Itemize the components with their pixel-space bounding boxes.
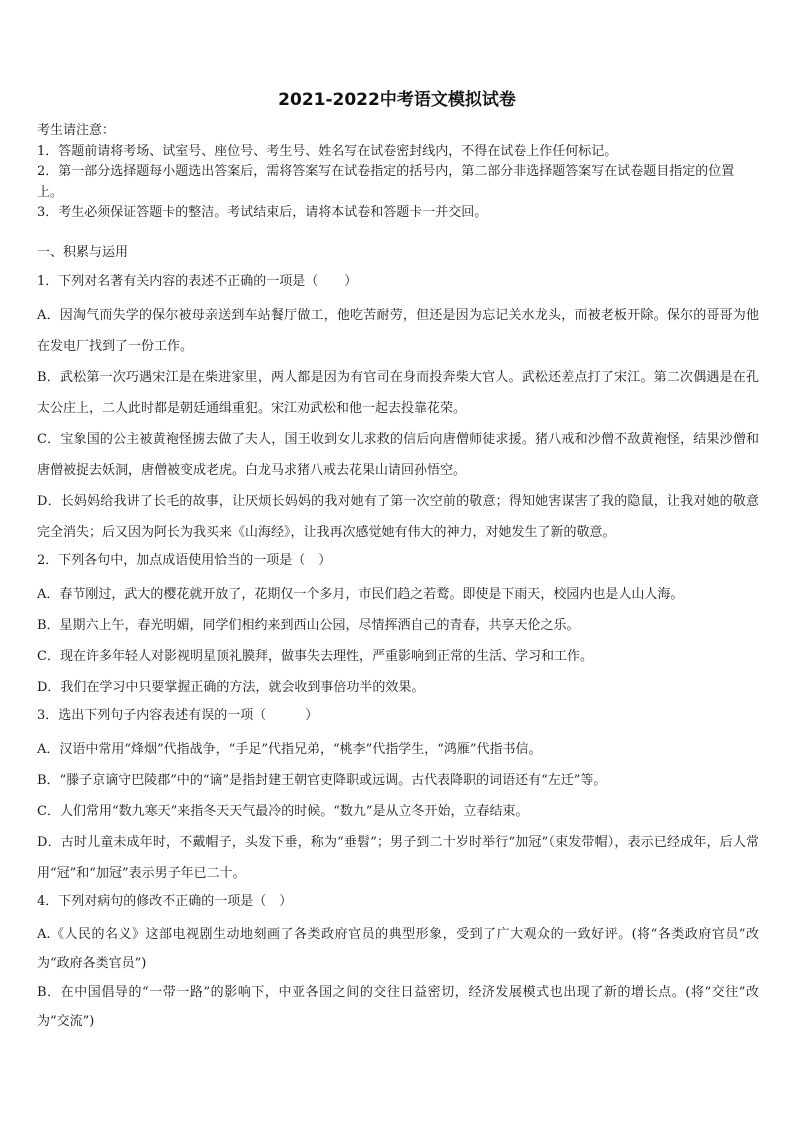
candidate-notice xyxy=(37,121,759,224)
option-b: B．在中国倡导的“一带一路”的影响下，中亚各国之间的交往日益密切，经济发展模式也出现了新的增长点。(将“交往”改为“交流”) xyxy=(37,985,759,1029)
notice-item: 1．答题前请将考场、试室号、座位号、考生号、姓名写在试卷密封线内，不得在试卷上作任何标记。 xyxy=(37,143,618,159)
question-stem: 4．下列对病句的修改不正确的一项是（ ） xyxy=(37,894,293,909)
option-a: A.《人民的名义》这部电视剧生动地刻画了各类政府官员的典型形象，受到了广大观众的一致好评。(将“各类政府官员”改为“政府各类官员”) xyxy=(37,927,759,971)
option-b: B．武松第一次巧遇宋江是在柴进家里，两人都是因为有官司在身而投奔柴大官人。武松还差点打了宋江。第二次偶遇是在孔太公庄上，二人此时都是朝廷通缉重犯。宋江劝武松和他一起去投靠花荣。 xyxy=(37,370,759,416)
notice-item: 3．考生必须保证答题卡的整洁。考试结束后，请将本试卷和答题卡一并交回。 xyxy=(37,205,488,220)
option-a: A．汉语中常用“烽烟”代指战争，“手足”代指兄弟，“桃李”代指学生，“鸿雁”代指书信。 xyxy=(37,742,542,757)
option-b: B．星期六上午，春光明媚，同学们相约来到西山公园，尽情挥洒自己的青春，共享天伦之乐。 xyxy=(37,618,580,633)
option-a: A．春节刚过，武大的樱花就开放了，花期仅一个多月，市民们趋之若鹜。即使是下雨天，校园内也是人山人海。 xyxy=(37,587,684,602)
question-stem: 3．选出下列句子内容表述有误的一项（ ） xyxy=(37,708,319,723)
section-accumulation xyxy=(37,243,759,1036)
option-d: D．我们在学习中只要掌握正确的方法，就会收到事倍功半的效果。 xyxy=(37,680,425,695)
page-title: 2021-2022中考语文模拟试卷 xyxy=(278,90,516,110)
question-stem: 2．下列各句中，加点成语使用恰当的一项是（ ） xyxy=(37,553,332,568)
option-d: D．古时儿童未成年时，不戴帽子，头发下垂，称为“垂髫”；男子到二十岁时举行“加冠”（束发带帽），表示已经成年，后人常用“冠”和“加冠”表示男子年已二十。 xyxy=(37,835,759,881)
section-title: 一、积累与运用 xyxy=(37,245,129,260)
option-d: D．长妈妈给我讲了长毛的故事，让厌烦长妈妈的我对她有了第一次空前的敬意；得知她害谋害了我的隐鼠，让我对她的敬意完全消失；后又因为阿长为我买来《山海经》，让我再次感觉她有伟大的神力，对她发生了新的敬意。 xyxy=(37,494,759,540)
option-a: A．因淘气而失学的保尔被母亲送到车站餐厅做工，他吃苦耐劳，但还是因为忘记关水龙头，而被老板开除。保尔的哥哥为他在发电厂找到了一份工作。 xyxy=(37,308,759,354)
option-c: C．宝象国的公主被黄袍怪掳去做了夫人，国王收到女儿求救的信后向唐僧师徒求援。猪八戒和沙僧不敌黄袍怪，结果沙僧和唐僧被捉去妖洞，唐僧被变成老虎。白龙马求猪八戒去花果山请回孙悟空。 xyxy=(37,432,759,478)
notice-heading: 考生请注意： xyxy=(37,123,116,138)
option-c: C．现在许多年轻人对影视明星顶礼膜拜，做事失去理性，严重影响到正常的生活、学习和工作。 xyxy=(37,649,593,664)
option-c: C．人们常用“数九寒天”来指冬天天气最冷的时候。“数九”是从立冬开始，立春结束。 xyxy=(37,804,529,819)
notice-item: 2．第一部分选择题每小题选出答案后，需将答案写在试卷指定的括号内，第二部分非选择题答案写在试卷题目指定的位置上。 xyxy=(37,164,735,200)
option-b: B．“滕子京谪守巴陵郡”中的“谪”是指封建王朝官吏降职或远调。古代表降职的词语还有“左迁”等。 xyxy=(37,773,607,788)
question-stem: 1．下列对名著有关内容的表述不正确的一项是（ ） xyxy=(37,274,358,289)
